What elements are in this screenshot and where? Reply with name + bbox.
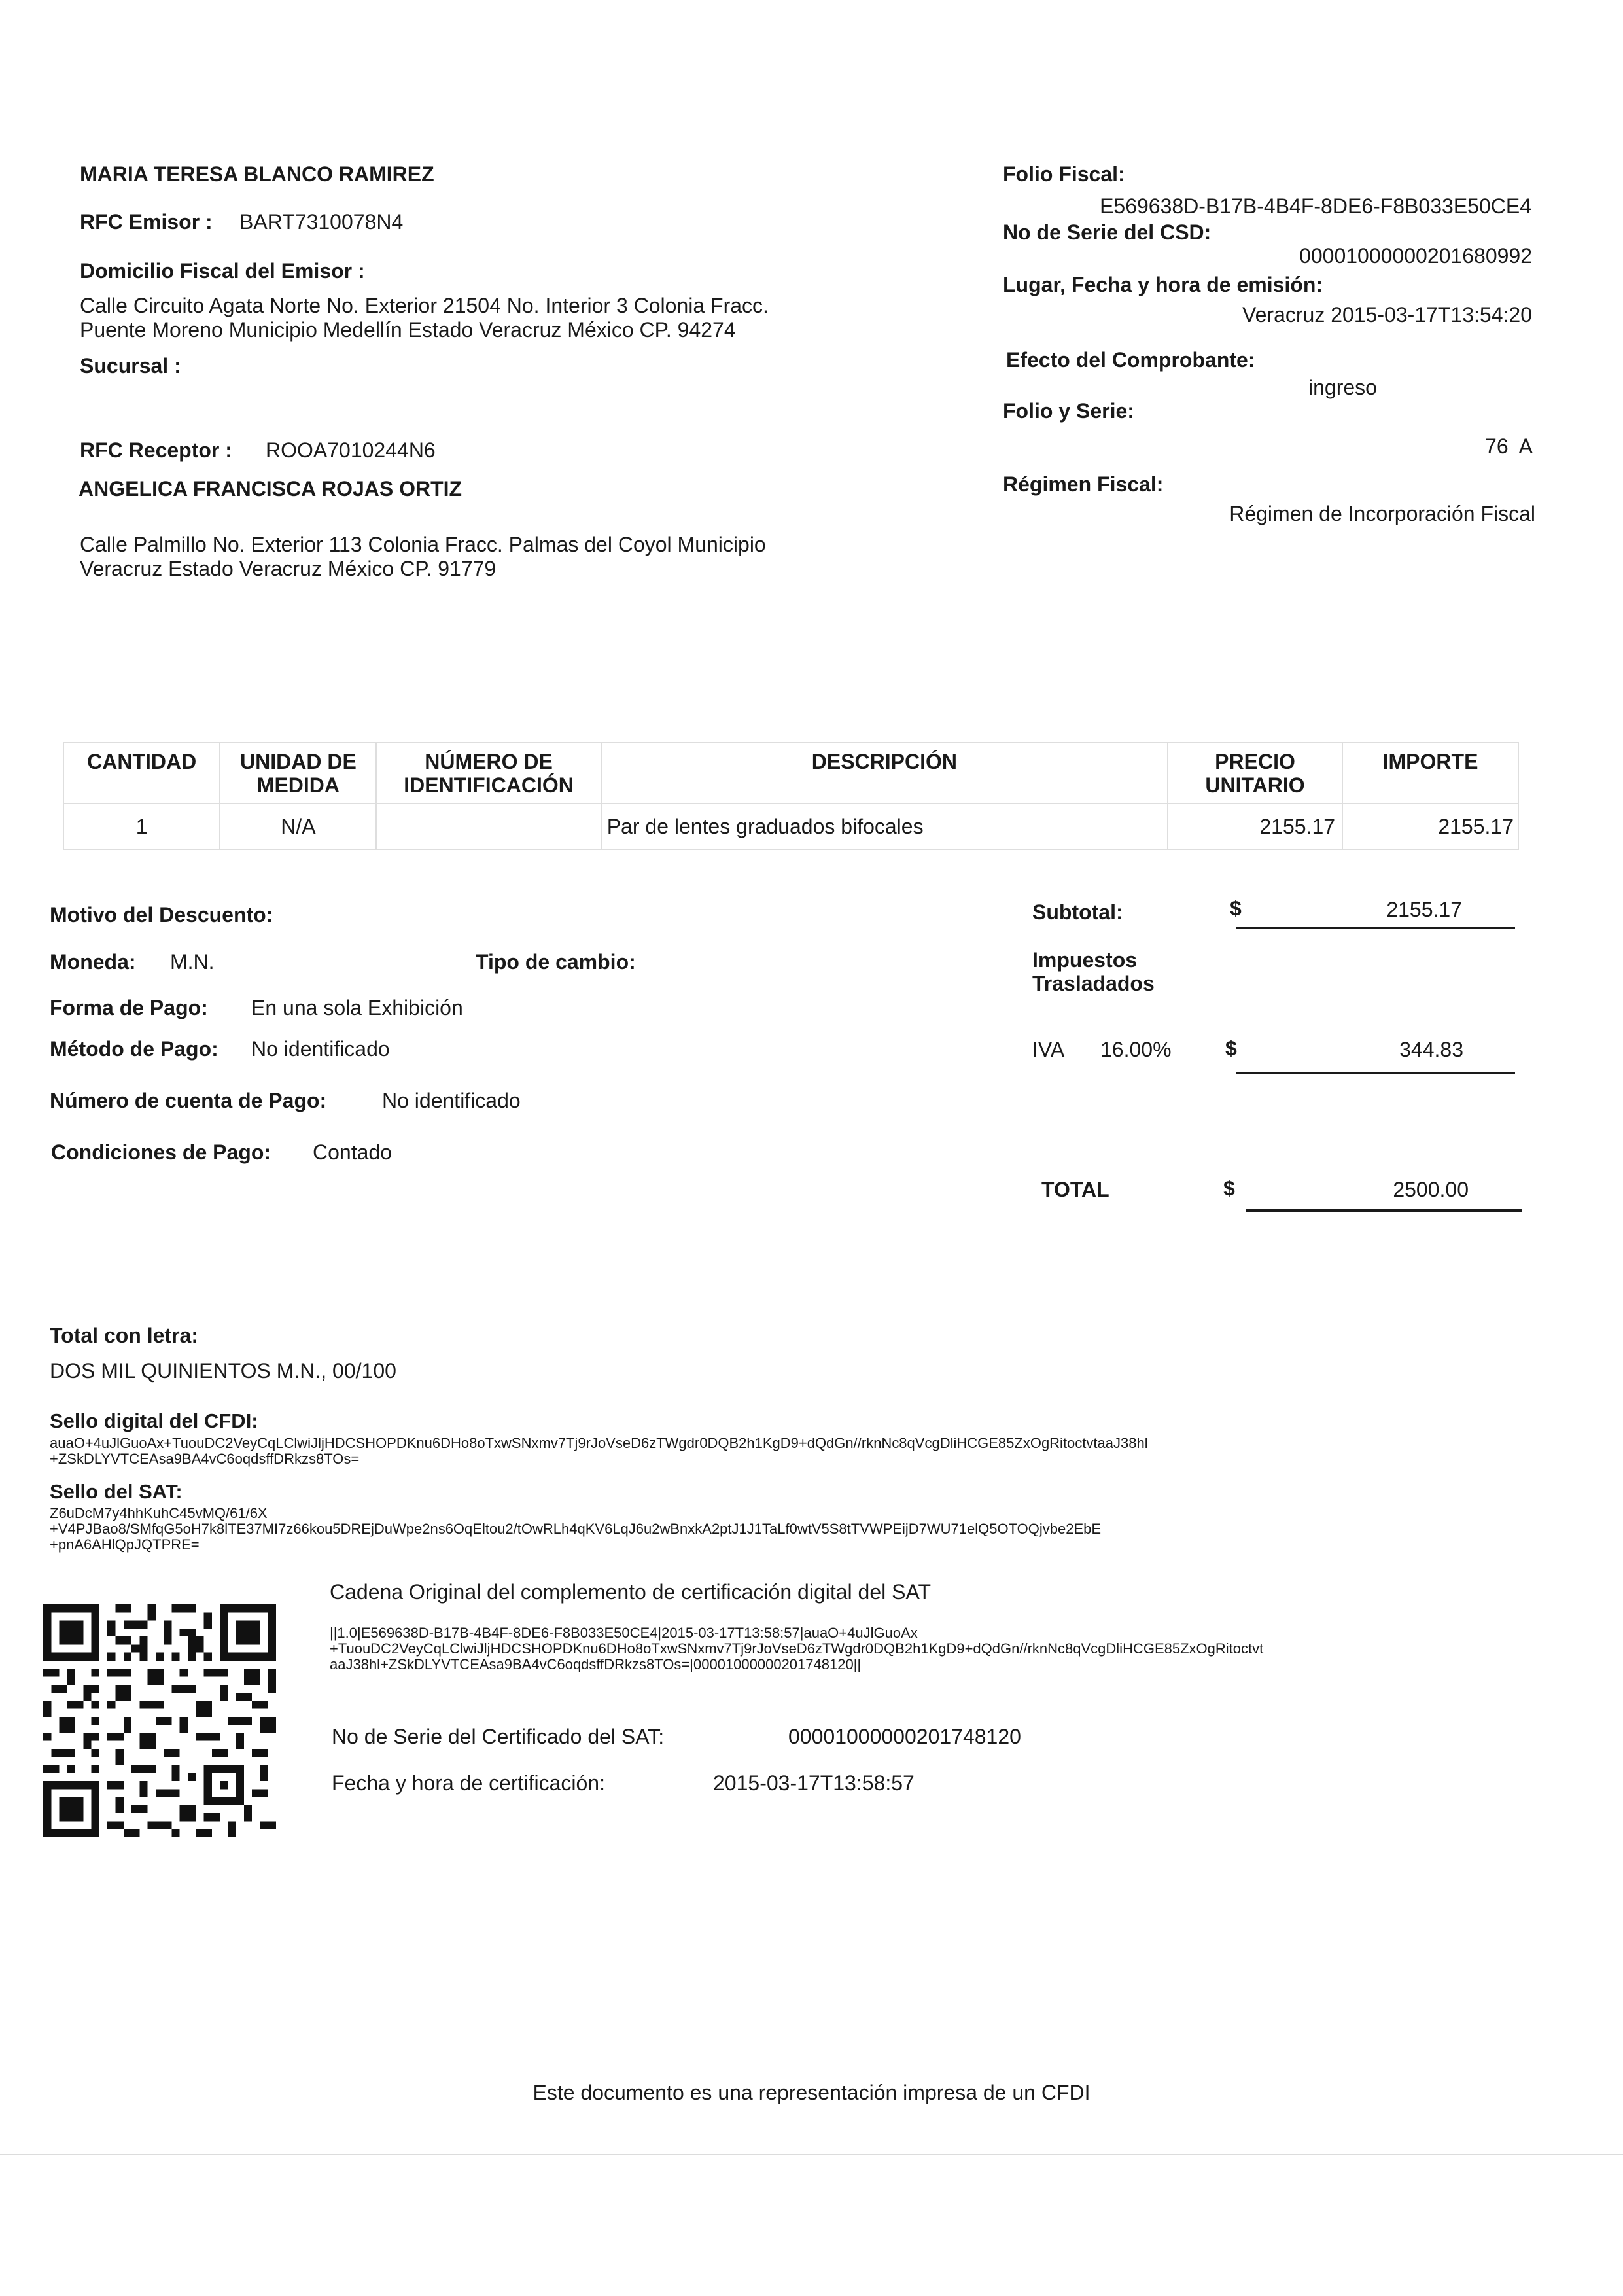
emisor-name: MARIA TERESA BLANCO RAMIREZ <box>80 162 434 186</box>
moneda-value: M.N. <box>170 950 215 974</box>
sucursal-label: Sucursal : <box>80 354 181 378</box>
header-descripcion: DESCRIPCIÓN <box>601 743 1168 804</box>
subtotal-value: 2155.17 <box>1386 898 1462 921</box>
serie-csd-label: No de Serie del CSD: <box>1003 221 1212 244</box>
total-letra-label: Total con letra: <box>50 1324 198 1347</box>
condiciones-pago-label: Condiciones de Pago: <box>51 1140 271 1164</box>
sello-cfdi-line-2: +ZSkDLYVTCEAsa9BA4vC6oqdsffDRkzs8TOs= <box>50 1451 360 1467</box>
cuenta-pago-value: No identificado <box>382 1089 521 1112</box>
iva-value: 344.83 <box>1399 1038 1463 1061</box>
motivo-descuento-label: Motivo del Descuento: <box>50 903 273 927</box>
iva-currency: $ <box>1225 1036 1237 1060</box>
sello-sat-line-1: Z6uDcM7y4hhKuhC45vMQ/61/6X <box>50 1505 268 1521</box>
total-letra-value: DOS MIL QUINIENTOS M.N., 00/100 <box>50 1359 396 1383</box>
sello-sat-label: Sello del SAT: <box>50 1480 183 1503</box>
header-unidad: UNIDAD DE MEDIDA <box>220 743 376 804</box>
condiciones-pago-value: Contado <box>313 1140 392 1164</box>
sello-cfdi-line-1: auaO+4uJlGuoAx+TuouDC2VeyCqLClwiJljHDCSHOPDKnu6DHo8oTxwSNxmv7Tj9rJoVseD6zTWgdr0DQB2h1KgD9+dQdGn//rknNc8qVcgDliHCGE85ZxOgRitoctvtaaJ38hl <box>50 1435 1148 1451</box>
subtotal-currency: $ <box>1230 896 1242 920</box>
lugar-fecha-label: Lugar, Fecha y hora de emisión: <box>1003 273 1323 296</box>
iva-rate: 16.00% <box>1100 1038 1172 1061</box>
sello-sat-line-3: +pnA6AHlQpJQTPRE= <box>50 1536 200 1553</box>
cell-descripcion: Par de lentes graduados bifocales <box>601 804 1168 849</box>
serie-csd-value: 00001000000201680992 <box>1299 244 1532 268</box>
sello-cfdi-label: Sello digital del CFDI: <box>50 1409 258 1432</box>
serie-certificado-value: 00001000000201748120 <box>788 1725 1021 1748</box>
bottom-divider <box>0 2154 1623 2155</box>
rfc-receptor-value: ROOA7010244N6 <box>266 438 436 462</box>
cell-numero <box>376 804 601 849</box>
rfc-emisor-label: RFC Emisor : <box>80 210 213 234</box>
header-importe: IMPORTE <box>1342 743 1518 804</box>
folio-serie-value: 76 A <box>1485 434 1533 458</box>
cadena-title: Cadena Original del complemento de certificación digital del SAT <box>330 1580 931 1604</box>
footer-note: Este documento es una representación impresa de un CFDI <box>532 2081 1091 2104</box>
rfc-emisor-value: BART7310078N4 <box>239 210 404 234</box>
qr-code-icon <box>43 1604 276 1837</box>
table-header-row <box>63 743 1518 804</box>
impuestos-label-1: Impuestos <box>1032 948 1138 972</box>
items-table <box>63 742 1519 850</box>
metodo-pago-label: Método de Pago: <box>50 1037 218 1061</box>
folio-fiscal-value: E569638D-B17B-4B4F-8DE6-F8B033E50CE4 <box>1100 194 1531 218</box>
metodo-pago-value: No identificado <box>251 1037 390 1061</box>
forma-pago-label: Forma de Pago: <box>50 996 208 1019</box>
subtotal-underline <box>1236 927 1515 929</box>
fecha-certificacion-value: 2015-03-17T13:58:57 <box>713 1771 915 1795</box>
total-underline <box>1246 1209 1522 1212</box>
cell-precio: 2155.17 <box>1168 804 1342 849</box>
iva-underline <box>1236 1072 1515 1074</box>
total-currency: $ <box>1223 1176 1235 1200</box>
rfc-receptor-label: RFC Receptor : <box>80 438 232 462</box>
domicilio-line-2: Puente Moreno Municipio Medellín Estado Veracruz México CP. 94274 <box>80 318 736 342</box>
total-value: 2500.00 <box>1393 1178 1469 1201</box>
fecha-certificacion-label: Fecha y hora de certificación: <box>332 1771 605 1795</box>
table-row <box>63 804 1518 849</box>
cadena-line-1: ||1.0|E569638D-B17B-4B4F-8DE6-F8B033E50CE4|2015-03-17T13:58:57|auaO+4uJlGuoAx <box>330 1625 918 1641</box>
efecto-value: ingreso <box>1308 376 1377 399</box>
header-numero: NÚMERO DE IDENTIFICACIÓN <box>376 743 601 804</box>
iva-label: IVA <box>1032 1038 1065 1061</box>
folio-serie-label: Folio y Serie: <box>1003 399 1134 423</box>
receptor-address-line-1: Calle Palmillo No. Exterior 113 Colonia Fracc. Palmas del Coyol Municipio <box>80 533 766 556</box>
cell-importe: 2155.17 <box>1342 804 1518 849</box>
header-precio: PRECIO UNITARIO <box>1168 743 1342 804</box>
domicilio-line-1: Calle Circuito Agata Norte No. Exterior 21504 No. Interior 3 Colonia Fracc. <box>80 294 769 317</box>
header-cantidad: CANTIDAD <box>63 743 220 804</box>
regimen-value: Régimen de Incorporación Fiscal <box>1229 502 1535 525</box>
receptor-address-line-2: Veracruz Estado Veracruz México CP. 91779 <box>80 557 497 580</box>
domicilio-label: Domicilio Fiscal del Emisor : <box>80 259 365 283</box>
forma-pago-value: En una sola Exhibición <box>251 996 463 1019</box>
regimen-label: Régimen Fiscal: <box>1003 472 1164 496</box>
serie-certificado-label: No de Serie del Certificado del SAT: <box>332 1725 665 1748</box>
cadena-line-2: +TuouDC2VeyCqLClwiJljHDCSHOPDKnu6DHo8oTxwSNxmv7Tj9rJoVseD6zTWgdr0DQB2h1KgD9+dQdGn//rknNc8qVcgDliHCGE85ZxOgRitoctvt <box>330 1640 1264 1657</box>
impuestos-label-2: Trasladados <box>1032 972 1155 995</box>
subtotal-label: Subtotal: <box>1032 900 1123 924</box>
lugar-fecha-value: Veracruz 2015-03-17T13:54:20 <box>1242 303 1532 327</box>
tipo-cambio-label: Tipo de cambio: <box>476 950 636 974</box>
cuenta-pago-label: Número de cuenta de Pago: <box>50 1089 327 1112</box>
cadena-line-3: aaJ38hl+ZSkDLYVTCEAsa9BA4vC6oqdsffDRkzs8TOs=|00001000000201748120|| <box>330 1656 862 1672</box>
sello-sat-line-2: +V4PJBao8/SMfqG5oH7k8lTE37MI7z66kou5DREjDuWpe2ns6OqEltou2/tOwRLh4qKV6LqJ6u2wBnxkA2ptJ1J1TaLf0wtV5S8tTVWPEijD7WU71elQ5OTOQjvbe2EbE <box>50 1521 1102 1537</box>
receptor-name: ANGELICA FRANCISCA ROJAS ORTIZ <box>79 477 462 501</box>
cell-cantidad: 1 <box>63 804 220 849</box>
moneda-label: Moneda: <box>50 950 136 974</box>
total-label: TOTAL <box>1041 1178 1109 1201</box>
cell-unidad: N/A <box>220 804 376 849</box>
folio-fiscal-label: Folio Fiscal: <box>1003 162 1125 186</box>
efecto-label: Efecto del Comprobante: <box>1006 348 1255 372</box>
